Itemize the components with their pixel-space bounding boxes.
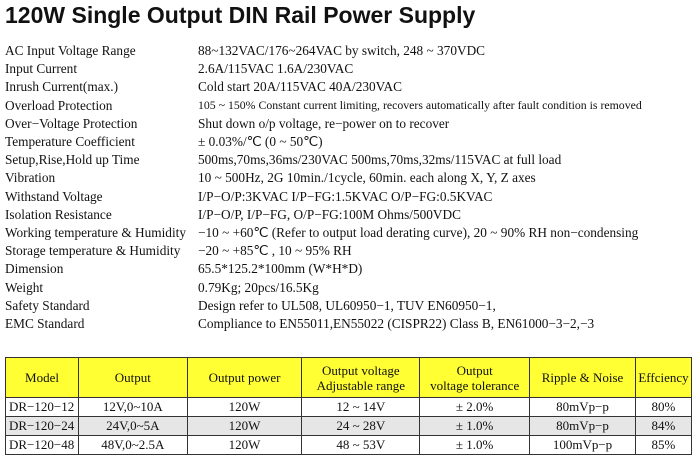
spec-label: EMC Standard: [5, 315, 85, 331]
spec-label: Weight: [5, 279, 44, 295]
spec-label: Dimension: [5, 261, 64, 277]
spec-value: 0.79Kg; 20pcs/16.5Kg: [198, 279, 319, 295]
cell-voltage-range: 12 ~ 14V: [302, 398, 420, 417]
spec-row: [5, 315, 695, 333]
table-row: [6, 417, 692, 436]
table-row: [6, 436, 692, 455]
spec-label: Input Current: [5, 61, 78, 77]
spec-label: Storage temperature & Humidity: [5, 243, 181, 259]
cell-output: 12V,0~10A: [78, 398, 187, 417]
spec-value: Design refer to UL508, UL60950−1, TUV EN60950−1,: [198, 297, 496, 313]
spec-label: Setup,Rise,Hold up Time: [5, 152, 140, 168]
spec-row: [5, 169, 695, 187]
cell-model: DR−120−24: [6, 417, 79, 436]
spec-value: ± 0.03%/℃ (0 ~ 50℃): [198, 134, 323, 150]
spec-value: −20 ~ +85℃ , 10 ~ 95% RH: [198, 243, 352, 259]
spec-value: 88~132VAC/176~264VAC by switch, 248 ~ 370VDC: [198, 43, 486, 59]
spec-value: 10 ~ 500Hz, 2G 10min./1cycle, 60min. each along X, Y, Z axes: [198, 170, 536, 186]
header-model: Model: [6, 358, 79, 398]
cell-output-power: 120W: [187, 436, 302, 455]
cell-voltage-tolerance: ± 2.0%: [420, 398, 530, 417]
cell-output-power: 120W: [187, 417, 302, 436]
cell-voltage-range: 48 ~ 53V: [302, 436, 420, 455]
header-voltage-range: Output voltage Adjustable range: [302, 358, 420, 398]
spec-row: [5, 97, 695, 115]
cell-model: DR−120−12: [6, 398, 79, 417]
header-output-power: Output power: [187, 358, 302, 398]
spec-value: 105 ~ 150% Constant current limiting, recovers automatically after fault condition is removed: [198, 98, 642, 113]
cell-output-power: 120W: [187, 398, 302, 417]
spec-row: [5, 115, 695, 133]
cell-efficiency: 85%: [635, 436, 691, 455]
spec-row: [5, 78, 695, 96]
spec-row: [5, 133, 695, 151]
header-ripple-noise: Ripple & Noise: [530, 358, 636, 398]
spec-row: [5, 242, 695, 260]
spec-label: Vibration: [5, 170, 56, 186]
spec-row: [5, 188, 695, 206]
spec-row: [5, 151, 695, 169]
table-header-row: [6, 358, 692, 398]
spec-row: [5, 224, 695, 242]
model-table: [5, 357, 692, 455]
header-voltage-tolerance: Output voltage tolerance: [420, 358, 530, 398]
spec-label: Safety Standard: [5, 297, 90, 313]
cell-voltage-tolerance: ± 1.0%: [420, 417, 530, 436]
cell-efficiency: 80%: [635, 398, 691, 417]
spec-value: Cold start 20A/115VAC 40A/230VAC: [198, 79, 403, 95]
spec-row: [5, 297, 695, 315]
spec-label: Temperature Coefficient: [5, 134, 135, 150]
spec-label: Inrush Current(max.): [5, 79, 118, 95]
spec-value: −10 ~ +60℃ (Refer to output load derating curve), 20 ~ 90% RH non−condensing: [198, 224, 639, 240]
spec-value: I/P−O/P, I/P−FG, O/P−FG:100M Ohms/500VDC: [198, 206, 462, 222]
cell-model: DR−120−48: [6, 436, 79, 455]
cell-output: 48V,0~2.5A: [78, 436, 187, 455]
spec-label: Over−Voltage Protection: [5, 115, 138, 131]
page-title: 120W Single Output DIN Rail Power Supply: [5, 2, 476, 28]
cell-output: 24V,0~5A: [78, 417, 187, 436]
spec-row: [5, 206, 695, 224]
spec-row: [5, 42, 695, 60]
spec-label: Overload Protection: [5, 97, 113, 113]
spec-list: [5, 42, 695, 333]
spec-row: [5, 260, 695, 278]
spec-label: Working temperature & Humidity: [5, 224, 186, 240]
spec-value: 2.6A/115VAC 1.6A/230VAC: [198, 61, 354, 77]
spec-row: [5, 60, 695, 78]
cell-voltage-range: 24 ~ 28V: [302, 417, 420, 436]
header-output: Output: [78, 358, 187, 398]
spec-value: Shut down o/p voltage, re−power on to recover: [198, 115, 450, 131]
cell-efficiency: 84%: [635, 417, 691, 436]
spec-label: Withstand Voltage: [5, 188, 103, 204]
spec-value: Compliance to EN55011,EN55022 (CISPR22) Class B, EN61000−3−2,−3: [198, 315, 595, 331]
spec-label: AC Input Voltage Range: [5, 43, 136, 59]
cell-ripple-noise: 80mVp−p: [530, 398, 636, 417]
spec-value: 65.5*125.2*100mm (W*H*D): [198, 261, 363, 277]
cell-ripple-noise: 80mVp−p: [530, 417, 636, 436]
header-efficiency: Effciency: [635, 358, 691, 398]
cell-ripple-noise: 100mVp−p: [530, 436, 636, 455]
spec-row: [5, 278, 695, 296]
spec-value: I/P−O/P:3KVAC I/P−FG:1.5KVAC O/P−FG:0.5KVAC: [198, 188, 493, 204]
spec-label: Isolation Resistance: [5, 206, 112, 222]
spec-value: 500ms,70ms,36ms/230VAC 500ms,70ms,32ms/115VAC at full load: [198, 152, 562, 168]
cell-voltage-tolerance: ± 1.0%: [420, 436, 530, 455]
table-row: [6, 398, 692, 417]
